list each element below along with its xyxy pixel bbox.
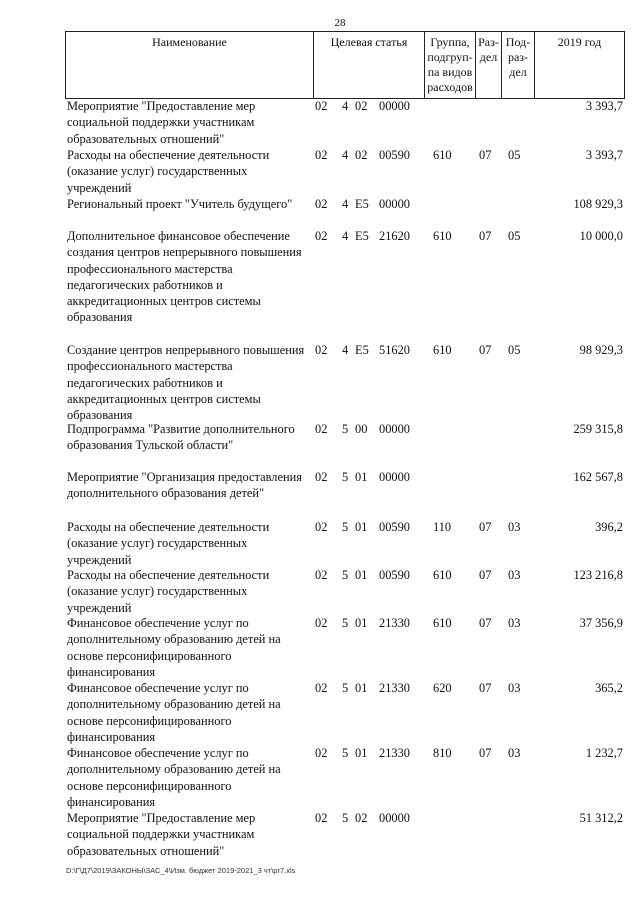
cell-name: Мероприятие "Предоставление мер социальной поддержки участникам образовательных отношений" <box>67 99 256 146</box>
header-year: 2019 год <box>534 32 625 98</box>
cell-direction: 51620 <box>379 343 410 357</box>
cell-direction: 21620 <box>379 229 410 243</box>
cell-direction: 00590 <box>379 568 410 582</box>
cell-amount: 3 393,7 <box>585 99 623 113</box>
cell-program: 02 <box>315 616 328 630</box>
cell-program: 02 <box>315 811 328 825</box>
cell-event: 00 <box>355 422 368 436</box>
cell-name: Финансовое обеспечение услуг по дополнительному образованию детей на основе персонифицированного финансирования <box>67 746 281 809</box>
cell-subprogram: 5 <box>342 422 349 436</box>
cell-event: 01 <box>355 681 368 695</box>
cell-program: 02 <box>315 746 328 760</box>
cell-name: Финансовое обеспечение услуг по дополнительному образованию детей на основе персонифицированного финансирования <box>67 616 281 679</box>
cell-name: Подпрограмма "Развитие дополнительного образования Тульской области" <box>67 422 295 453</box>
cell-direction: 00000 <box>379 197 410 211</box>
cell-event: 01 <box>355 616 368 630</box>
cell-program: 02 <box>315 343 328 357</box>
cell-event: 01 <box>355 520 368 534</box>
cell-amount: 1 232,7 <box>585 746 623 760</box>
cell-subprogram: 5 <box>342 746 349 760</box>
cell-program: 02 <box>315 568 328 582</box>
cell-subsection: 03 <box>508 681 521 695</box>
cell-direction: 00000 <box>379 470 410 484</box>
cell-subprogram: 5 <box>342 616 349 630</box>
cell-event: E5 <box>355 229 369 243</box>
header-target-article: Целевая статья <box>313 32 424 98</box>
cell-section: 07 <box>479 616 492 630</box>
cell-event: 01 <box>355 746 368 760</box>
cell-name: Дополнительное финансовое обеспечение создания центров непрерывного повышения профессионального мастерства педагогических работников и аккредитационных центров системы образования <box>67 229 302 325</box>
table-header <box>65 31 625 99</box>
cell-event: 02 <box>355 99 368 113</box>
cell-direction: 00000 <box>379 811 410 825</box>
cell-subprogram: 4 <box>342 148 349 162</box>
cell-subsection: 03 <box>508 746 521 760</box>
cell-program: 02 <box>315 148 328 162</box>
cell-direction: 00000 <box>379 422 410 436</box>
cell-program: 02 <box>315 681 328 695</box>
cell-program: 02 <box>315 422 328 436</box>
cell-expense-group: 610 <box>433 343 452 357</box>
header-expense-group: Группа, подгруп- па видов расходов <box>424 32 475 98</box>
cell-program: 02 <box>315 520 328 534</box>
cell-direction: 00590 <box>379 520 410 534</box>
cell-subsection: 03 <box>508 568 521 582</box>
cell-amount: 10 000,0 <box>579 229 623 243</box>
cell-program: 02 <box>315 470 328 484</box>
cell-subsection: 03 <box>508 616 521 630</box>
file-path-footer: D:\Г\Д7\2019\ЗАКОНЫ\ЗАС_4\Изм. бюджет 2019-2021_3 чт\pr7.xls <box>66 866 296 875</box>
cell-direction: 00000 <box>379 99 410 113</box>
cell-subprogram: 5 <box>342 520 349 534</box>
cell-direction: 21330 <box>379 746 410 760</box>
cell-program: 02 <box>315 229 328 243</box>
cell-name: Расходы на обеспечение деятельности (оказание услуг) государственных учреждений <box>67 148 270 195</box>
cell-section: 07 <box>479 520 492 534</box>
cell-subsection: 03 <box>508 520 521 534</box>
cell-name: Мероприятие "Организация предоставления дополнительного образования детей" <box>67 470 302 501</box>
cell-amount: 51 312,2 <box>579 811 623 825</box>
cell-expense-group: 610 <box>433 616 452 630</box>
cell-name: Финансовое обеспечение услуг по дополнительному образованию детей на основе персонифицированного финансирования <box>67 681 281 744</box>
cell-event: E5 <box>355 197 369 211</box>
cell-direction: 21330 <box>379 681 410 695</box>
cell-name: Мероприятие "Предоставление мер социальной поддержки участникам образовательных отношений" <box>67 811 256 858</box>
cell-expense-group: 610 <box>433 229 452 243</box>
cell-name: Расходы на обеспечение деятельности (оказание услуг) государственных учреждений <box>67 568 270 615</box>
cell-amount: 162 567,8 <box>573 470 623 484</box>
cell-program: 02 <box>315 99 328 113</box>
cell-event: 02 <box>355 148 368 162</box>
cell-name: Создание центров непрерывного повышения профессионального мастерства педагогических работников и аккредитационных центров системы образования <box>67 343 305 423</box>
cell-expense-group: 110 <box>433 520 452 534</box>
cell-amount: 37 356,9 <box>579 616 623 630</box>
cell-subprogram: 4 <box>342 197 349 211</box>
cell-expense-group: 610 <box>433 568 452 582</box>
cell-subprogram: 4 <box>342 99 349 113</box>
cell-expense-group: 610 <box>433 148 452 162</box>
cell-subprogram: 5 <box>342 568 349 582</box>
cell-subprogram: 4 <box>342 229 349 243</box>
page-number: 28 <box>334 17 346 29</box>
cell-subprogram: 5 <box>342 681 349 695</box>
cell-subsection: 05 <box>508 148 521 162</box>
cell-event: 02 <box>355 811 368 825</box>
cell-amount: 259 315,8 <box>573 422 623 436</box>
cell-event: 01 <box>355 568 368 582</box>
cell-name: Региональный проект "Учитель будущего" <box>67 197 293 211</box>
cell-amount: 365,2 <box>595 681 623 695</box>
cell-subsection: 05 <box>508 229 521 243</box>
cell-event: 01 <box>355 470 368 484</box>
cell-subsection: 05 <box>508 343 521 357</box>
cell-expense-group: 620 <box>433 681 452 695</box>
cell-event: E5 <box>355 343 369 357</box>
cell-direction: 21330 <box>379 616 410 630</box>
cell-name: Расходы на обеспечение деятельности (оказание услуг) государственных учреждений <box>67 520 270 567</box>
cell-subprogram: 5 <box>342 811 349 825</box>
cell-amount: 3 393,7 <box>585 148 623 162</box>
header-section: Раз- дел <box>475 32 501 98</box>
cell-section: 07 <box>479 343 492 357</box>
cell-amount: 98 929,3 <box>579 343 623 357</box>
cell-direction: 00590 <box>379 148 410 162</box>
header-name: Наименование <box>65 32 313 98</box>
cell-section: 07 <box>479 746 492 760</box>
cell-section: 07 <box>479 229 492 243</box>
cell-subprogram: 4 <box>342 343 349 357</box>
cell-amount: 123 216,8 <box>573 568 623 582</box>
header-subsection: Под- раз- дел <box>501 32 534 98</box>
cell-amount: 396,2 <box>595 520 623 534</box>
cell-section: 07 <box>479 148 492 162</box>
cell-section: 07 <box>479 568 492 582</box>
cell-program: 02 <box>315 197 328 211</box>
cell-subprogram: 5 <box>342 470 349 484</box>
cell-expense-group: 810 <box>433 746 452 760</box>
cell-amount: 108 929,3 <box>573 197 623 211</box>
cell-section: 07 <box>479 681 492 695</box>
